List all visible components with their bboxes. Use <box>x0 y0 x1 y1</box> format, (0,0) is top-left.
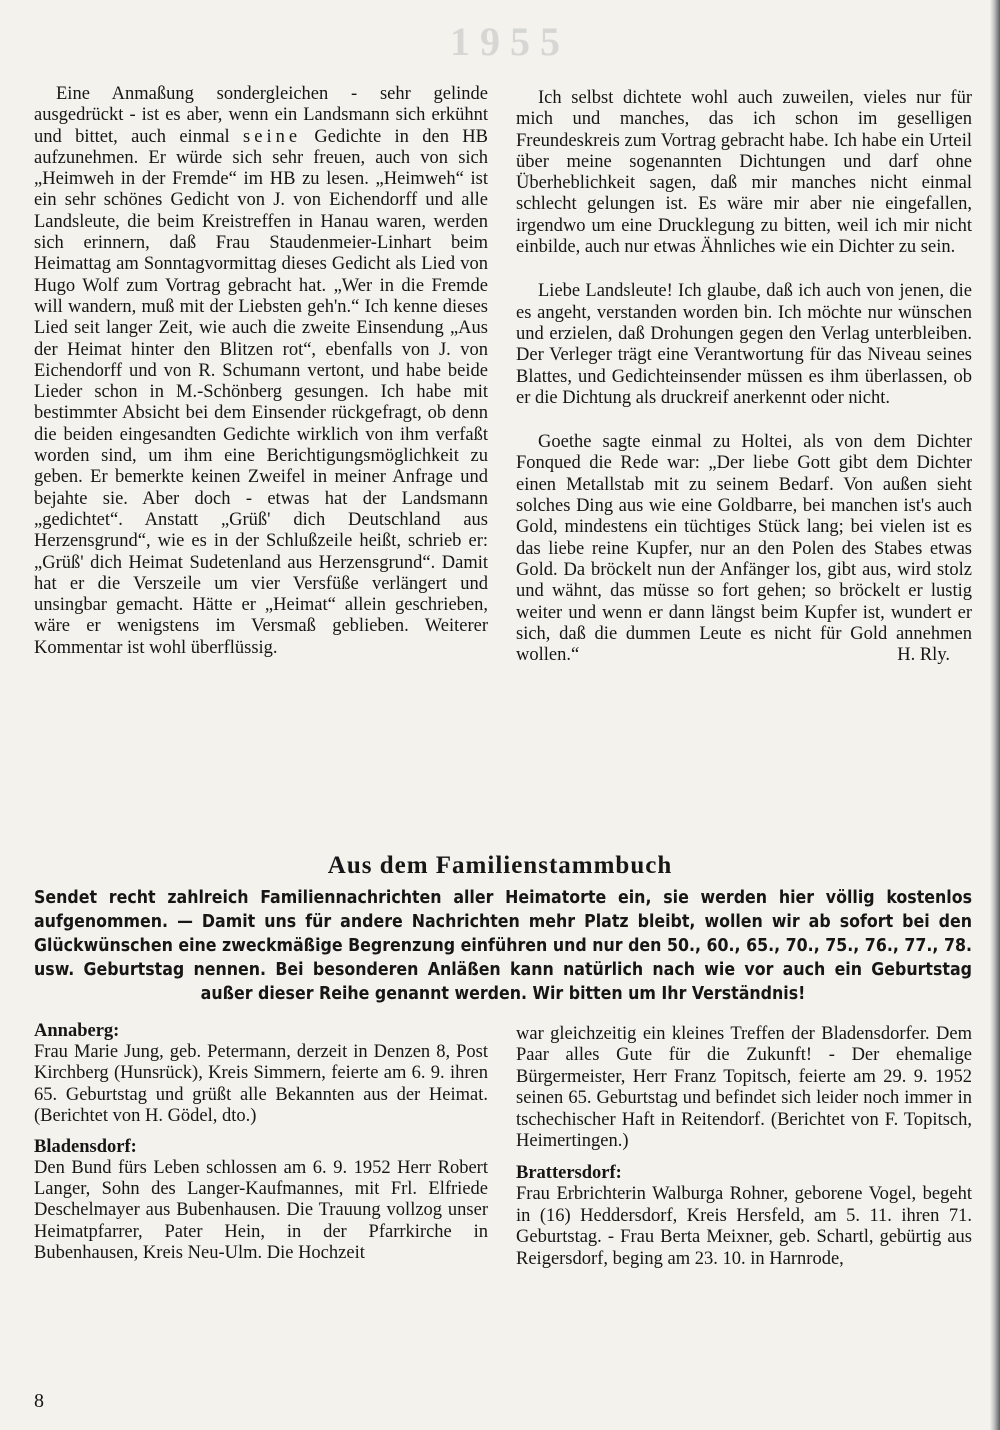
article-left-column <box>34 84 488 659</box>
announcement-entry <box>516 1162 972 1270</box>
notice-text: Sendet recht zahlreich Familiennachrichten aller Heimatorte ein, sie werden hier völlig kostenlos aufgenommen. — Damit uns für andere Nachrichten mehr Platz bleibt, wollen wir ab sofort bei den Glückwünschen eine zweckmäßige Begrenzung einführen und nur den 50., 60., 65., 70., 75., 76., 77., 78. usw. Geburtstag nennen. Bei besonderen Anläßen kann natürlich nach wie vor auch ein Geburtstag außer dieser Reihe genannt werden. Wir bitten um Ihr Verständnis! <box>34 888 972 1004</box>
announcement-text: Frau Erbrichterin Walburga Rohner, geborene Vogel, begeht in (16) Heddersdorf, Kreis Hersfeld, am 5. 11. ihren 71. Geburtstag. - Frau Berta Meixner, geb. Schartl, gebürtig aus Reigersdorf, beging am 23. 10. in Harnrode, <box>516 1184 972 1269</box>
announcement-text: war gleichzeitig ein kleines Treffen der Bladensdorfer. Dem Paar alles Gute für die Zukunft! - Der ehemalige Bürgermeister, Herr Franz Topitsch, feierte am 29. 9. 1952 seinen 65. Geburtstag und befindet sich leider noch immer in tschechischer Haft in Reitendorf. (Berichtet von F. Topitsch, Heimertingen.) <box>516 1024 972 1152</box>
announcement-entry <box>34 1136 488 1265</box>
section-heading: Aus dem Familienstammbuch <box>327 852 673 879</box>
place-heading: Annaberg: <box>34 1021 120 1041</box>
spaced-emphasis: seine <box>243 126 302 147</box>
announcement-entry <box>34 1020 488 1128</box>
paragraph-text: Eine Anmaßung sondergleichen - sehr gelinde ausgedrückt - ist es aber, wenn ein Landsmann sich erkühnt und bittet, auch einmal <box>34 84 488 147</box>
article-right-column <box>516 88 972 667</box>
article-paragraph: Ich selbst dichtete wohl auch zuweilen, vieles nur für mich und manches, das ich schon im geselligen Freundeskreis zum Vortrag gebracht habe. Ich habe ein Urteil über meine sogenannten Dichtungen und darf ohne Überheblichkeit sagen, daß mir manches nicht einmal schlecht gelungen ist. Es wäre mir aber nie eingefallen, irgendwo um eine Drucklegung zu bitten, weil ich mir nicht einbilde, auch nur etwas Ähnliches wie ein Dichter zu sein. <box>516 88 972 258</box>
announcements-left-column <box>34 1020 488 1265</box>
article-paragraph: Liebe Landsleute! Ich glaube, daß ich auch von jenen, die es angeht, verstanden worden bin. Ich möchte nur wünschen und erzielen, daß Drohungen gegen den Verlag unterbleiben. Der Verleger trägt eine Verantwortung für das Niveau seines Blattes, und Gedichteinsender müssen es ihm überlassen, ob er die Dichtung als druckreif anerkennt oder nicht. <box>516 281 972 408</box>
announcement-text: Den Bund fürs Leben schlossen am 6. 9. 1952 Herr Robert Langer, Sohn des Langer-Kaufmannes, mit Frl. Elfriede Deschelmayer aus Bubenhausen. Die Trauung vollzog unser Heimatpfarrer, Pater Hein, in der Pfarrkirche in Bubenhausen, Kreis Neu-Ulm. Die Hochzeit <box>34 1157 488 1264</box>
paragraph-text: Gedichte in den HB aufzunehmen. Er würde sich sehr freuen, auch von sich „Heimweh in der Fremde“ im HB zu lesen. „Heimweh“ ist ein sehr schönes Gedicht von J. von Eichendorff und alle Landsleute, die beim Kreistreffen in Hanau waren, werden sich erinnern, daß Frau Staudenmeier-Linhart beim Heimattag am Sonntagvormittag dieses Gedicht als Lied von Hugo Wolf zum Vortrag gebracht hat. „Wer in die Fremde will wandern, muß mit der Liebsten geh'n.“ Ich kenne dieses Lied seit langer Zeit, wie auch die zweite Einsendung „Aus der Heimat hinter den Blitzen rot“, ebenfalls von J. von Eichendorff und von R. Schumann vertont, und habe beide Lieder schon in M.-Schönberg gesungen. Ich habe mit bestimmter Absicht bei dem Einsender rückgefragt, ob denn die beiden eingesandten Gedichte wirklich von ihm verfaßt worden sind, um ihm eine Berichtigungsmöglichkeit zu geben. Er bemerkte keinen Zweifel in meiner Anfrage und bejahte sie. Aber doch - etwas hat der Landsmann „gedichtet“. Anstatt „Grüß' dich Deutschland aus Herzensgrund“, wie es in der Schlußzeile heißt, schrieb er: „Grüß' dich Heimat Sudetenland aus Herzensgrund“. Damit hat er die Verszeile um vier Versfüße verlängert und unsingbar gemacht. Hätte er „Heimat“ allein geschrieben, wäre er wenigstens im Versmaß geblieben. Weiterer Kommentar ist wohl überflüssig. <box>34 126 488 658</box>
faded-margin-stamp: 1955 <box>450 19 570 64</box>
editorial-notice <box>34 886 972 1006</box>
article-paragraph <box>34 84 488 659</box>
place-heading: Brattersdorf: <box>516 1163 622 1184</box>
announcement-text: Frau Marie Jung, geb. Petermann, derzeit in Denzen 8, Post Kirchberg (Hunsrück), Kreis Simmern, feierte am 6. 9. ihren 65. Geburtstag und grüßt alle Bekannten aus der Heimat. (Berichtet von H. Gödel, dto.) <box>34 1042 488 1127</box>
announcement-continuation <box>516 1024 972 1152</box>
announcements-right-column <box>516 1024 972 1270</box>
article-paragraph: Goethe sagte einmal zu Holtei, als von dem Dichter Fonqued die Rede war: „Der liebe Gott gibt dem Dichter einen Metallstab mit zu seinem Bedarf. Von außen sieht solches Ding aus wie eine Goldbarre, bei manchen ist's auch Gold, mindestens ein tüchtiges Stück lang; bei vielen ist es das liebe reine Kupfer, nur an den Polen des Stabes etwas Gold. Da bröckelt nun der Anfänger los, gibt aus, wird stolz und wähnt, das müsse so fort gehen; so bröckelt er lustig weiter und wenn er dann längst beim Kupfer ist, wundert er sich, daß die dummen Leute es nicht für Gold annehmen wollen.“ <box>516 432 972 666</box>
scan-edge-shadow <box>990 0 1000 1430</box>
place-heading: Bladensdorf: <box>34 1136 137 1157</box>
author-signature: H. Rly. <box>897 645 950 666</box>
page-number: 8 <box>34 1390 44 1412</box>
